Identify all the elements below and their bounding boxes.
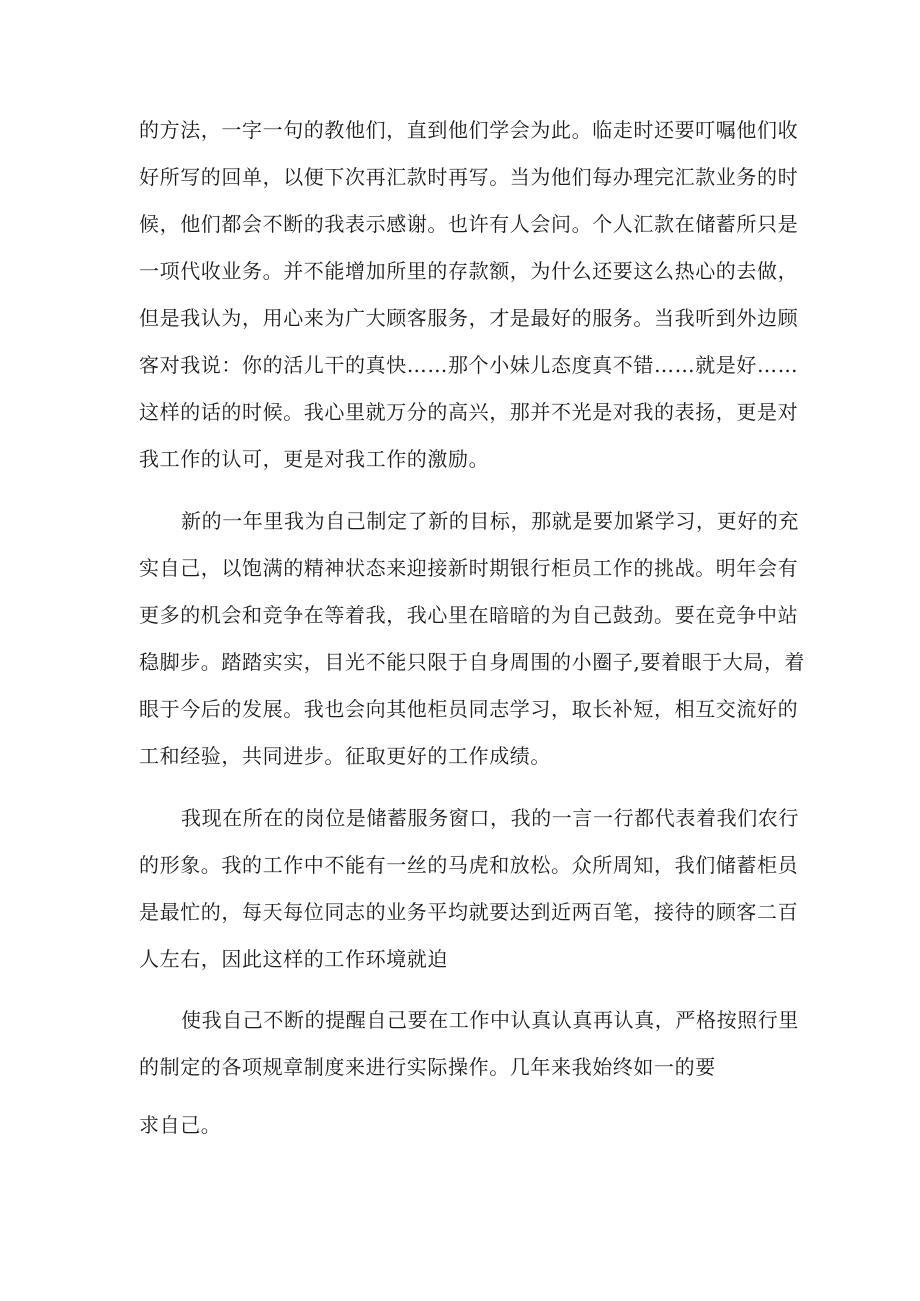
text-line: 是最忙的，每天每位同志的业务平均就要达到近两百笔，接待的顾客二百 (139, 900, 799, 924)
text-line: 的制定的各项规章制度来进行实际操作。几年来我始终如一的要 (139, 1055, 716, 1079)
text-line: 这样的话的时候。我心里就万分的高兴，那并不光是对我的表扬，更是对 (139, 400, 799, 424)
text-line: 工和经验，共同进步。征取更好的工作成绩。 (139, 744, 551, 768)
paragraph-first-line: 使我自己不断的提醒自己要在工作中认真认真再认真，严格按照行里 (181, 1008, 799, 1032)
text-line: 的形象。我的工作中不能有一丝的马虎和放松。众所周知，我们储蓄柜员 (139, 853, 799, 877)
text-line: 求自己。 (139, 1113, 222, 1137)
text-line: 稳脚步。踏踏实实，目光不能只限于自身周围的小圈子,要着眼于大局，着 (139, 650, 806, 674)
text-line: 一项代收业务。并不能增加所里的存款额，为什么还要这么热心的去做， (139, 259, 799, 283)
text-line: 实自己，以饱满的精神状态来迎接新时期银行柜员工作的挑战。明年会有 (139, 556, 799, 580)
text-line: 候，他们都会不断的我表示感谢。也许有人会问。个人汇款在储蓄所只是 (139, 212, 799, 236)
text-line: 但是我认为，用心来为广大顾客服务，才是最好的服务。当我听到外边顾 (139, 306, 799, 330)
text-line: 好所写的回单，以便下次再汇款时再写。当为他们每办理完汇款业务的时 (139, 165, 799, 189)
paragraph-first-line: 我现在所在的岗位是储蓄服务窗口，我的一言一行都代表着我们农行 (181, 806, 799, 830)
text-line: 人左右，因此这样的工作环境就迫 (139, 947, 448, 971)
paragraph-first-line: 新的一年里我为自己制定了新的目标，那就是要加紧学习，更好的充 (181, 509, 799, 533)
text-line: 更多的机会和竞争在等着我，我心里在暗暗的为自己鼓劲。要在竞争中站 (139, 603, 799, 627)
text-line: 的方法，一字一句的教他们，直到他们学会为此。临走时还要叮嘱他们收 (139, 118, 799, 142)
text-line: 眼于今后的发展。我也会向其他柜员同志学习，取长补短，相互交流好的 (139, 697, 799, 721)
text-line: 我工作的认可，更是对我工作的激励。 (139, 447, 490, 471)
text-line: 客对我说：你的活儿干的真快……那个小妹儿态度真不错……就是好…… (139, 353, 799, 377)
